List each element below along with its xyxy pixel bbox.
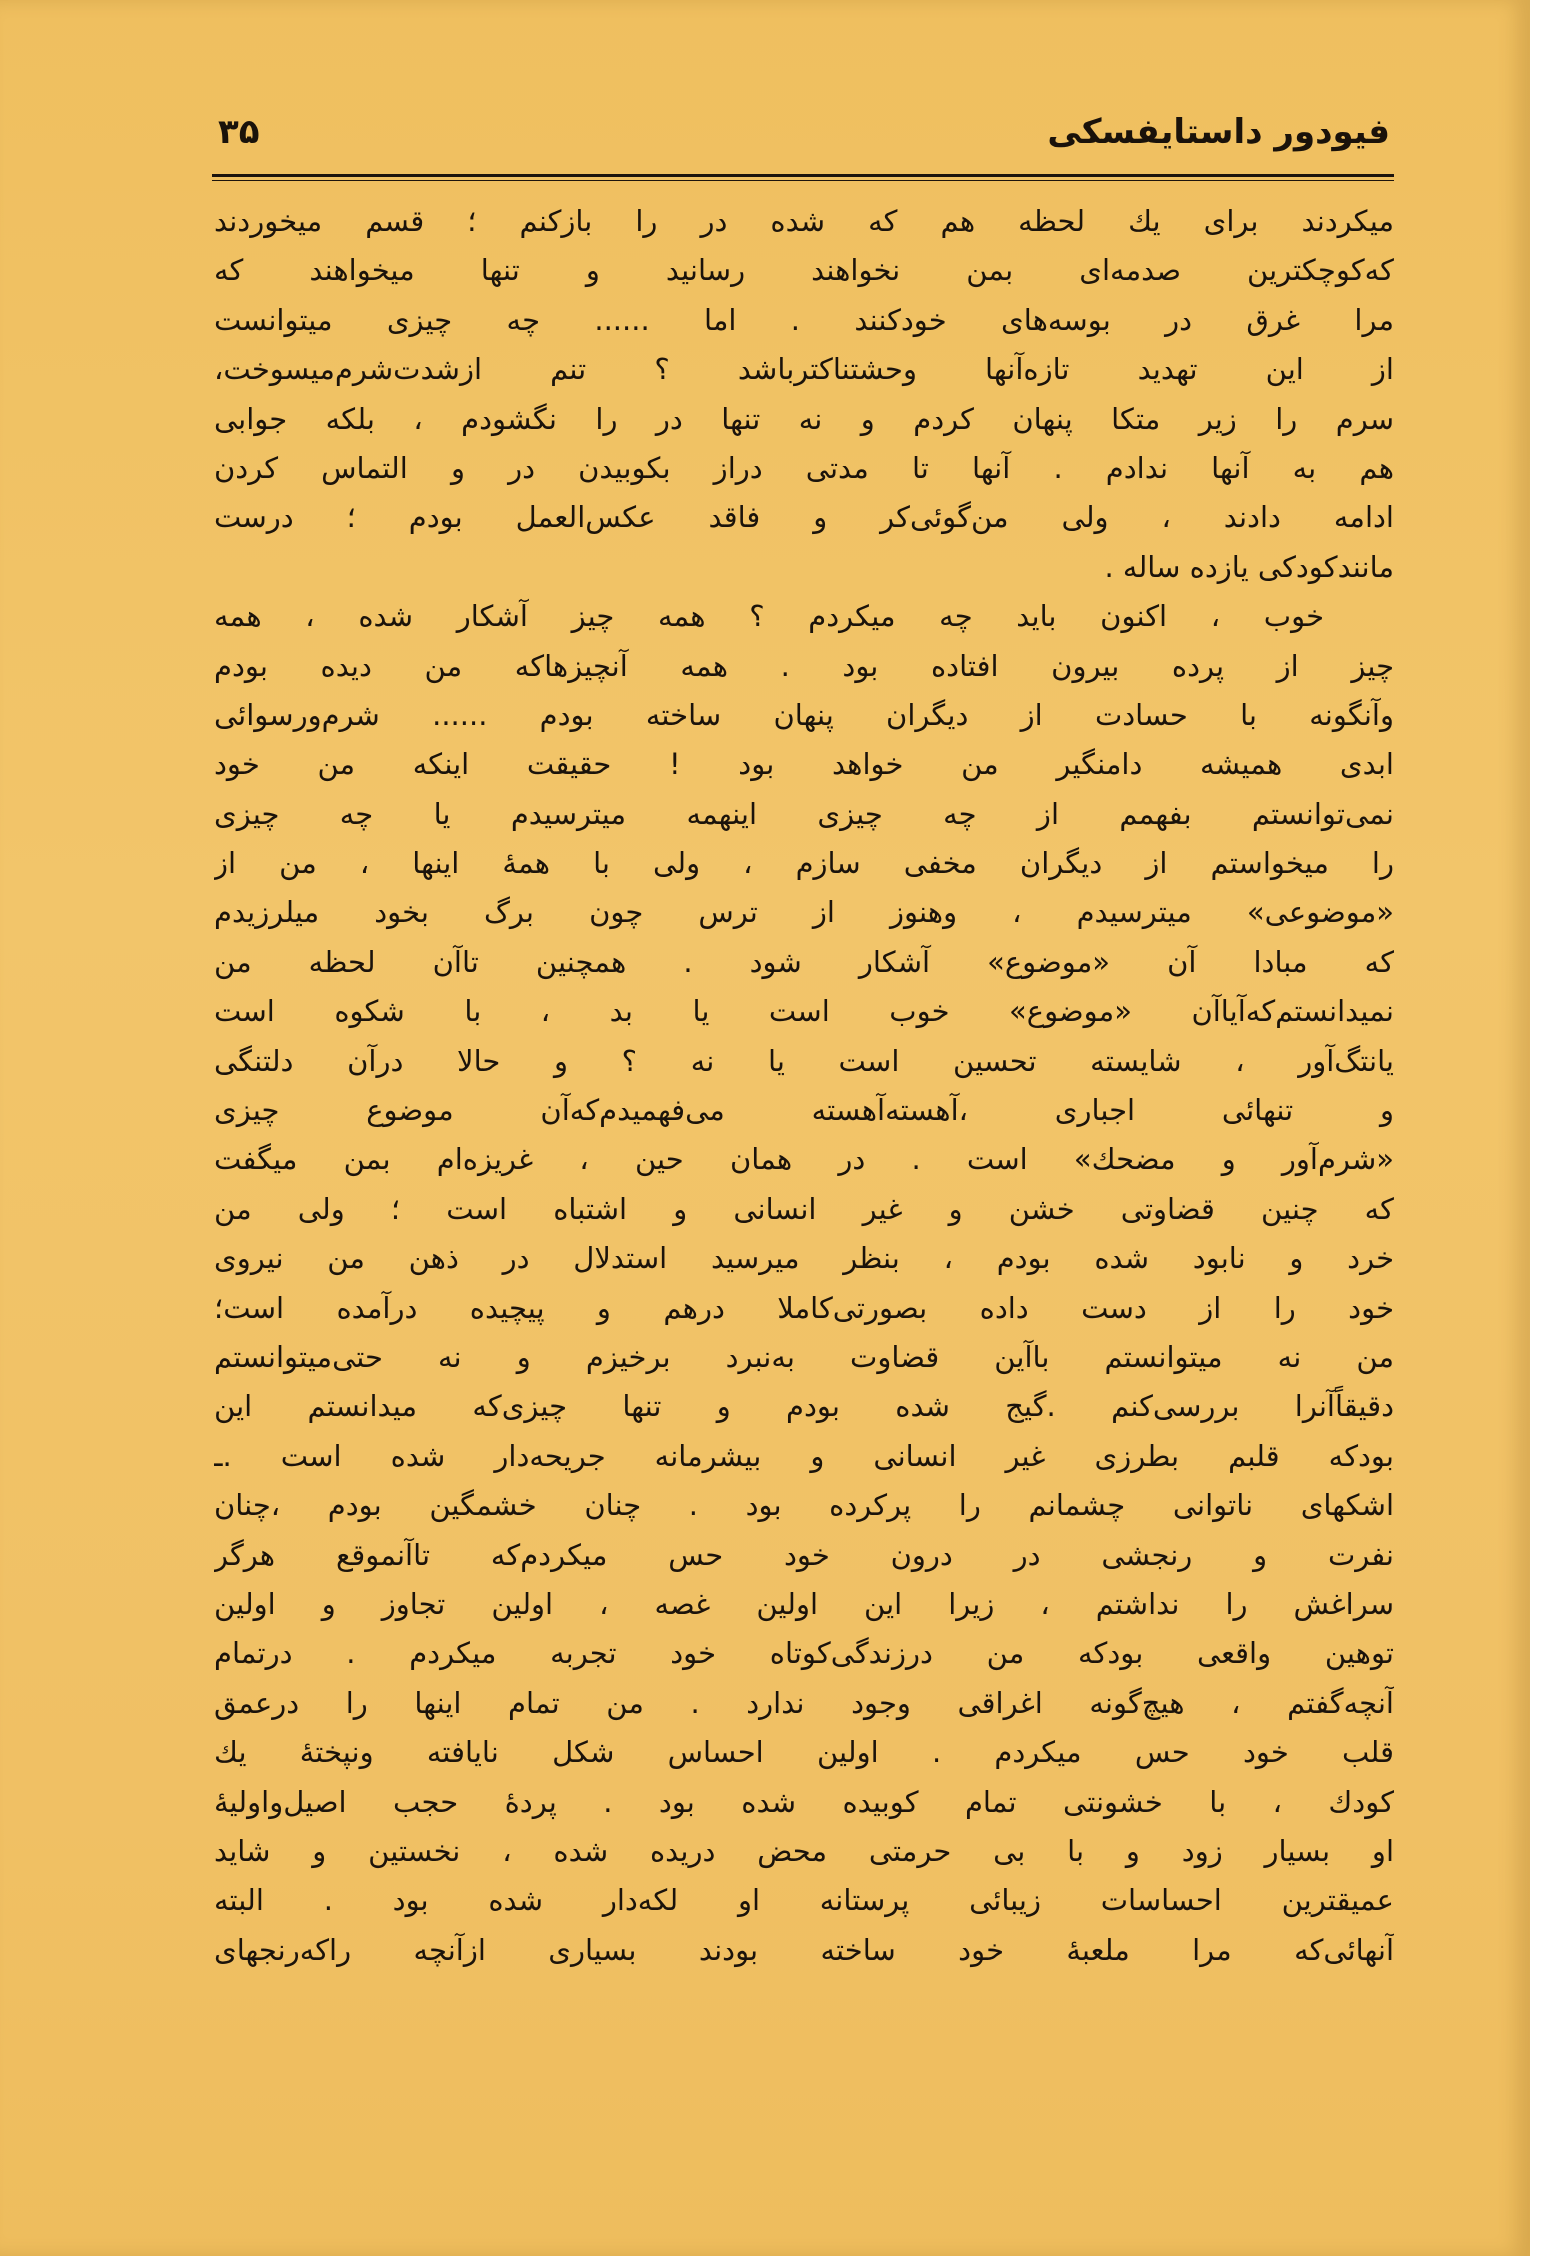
text-line: خرد و نابود شده بودم ، بنظر میرسید استدلال در ذهن من نیروی: [214, 1241, 1394, 1276]
text-line: یانتگ‌آور ، شایسته تحسین است یا نه ؟ و حالا درآن دلتنگی: [214, 1043, 1394, 1078]
text-line: سراغش را نداشتم ، زیرا این اولین غصه ، اولین تجاوز و اولین: [214, 1586, 1394, 1621]
text-line: آنهائی‌که مرا ملعبهٔ خود ساخته بودند بسیاری ازآنچه راکه‌رنجهای: [214, 1932, 1394, 1967]
text-line: او بسیار زود و با بی حرمتی محض دریده شده ، نخستین و شاید: [214, 1833, 1394, 1868]
page-header: [218, 112, 1390, 172]
text-line: از این تهدید تازه‌آنها وحشتناکترباشد ؟ تنم ازشدت‌شرم‌میسوخت،: [214, 352, 1394, 387]
text-line: ابدی همیشه دامنگیر من خواهد بود ! حقیقت اینکه من خود: [214, 747, 1394, 782]
text-line: میکردند برای یك لحظه هم که شده در را بازکنم ؛ قسم میخوردند: [214, 204, 1394, 238]
text-line: مرا غرق در بوسه‌های خودکنند . اما ...... چه چیزی میتوانست: [214, 302, 1394, 337]
text-line: کودك ، با خشونتی تمام کوبیده شده بود . پردهٔ حجب اصیل‌واولیهٔ: [214, 1784, 1394, 1819]
text-line: چیز از پرده بیرون افتاده بود . همه آنچیزهاکه من دیده بودم: [214, 648, 1394, 683]
text-line: من نه میتوانستم باآین قضاوت به‌نبرد برخیزم و نه حتی‌میتوانستم: [214, 1339, 1394, 1374]
body-text: [214, 197, 1394, 1975]
text-line: توهین واقعی بودکه من درزندگی‌کوتاه خود تجربه میکردم . درتمام: [214, 1636, 1394, 1671]
text-line: را میخواستم از دیگران مخفی سازم ، ولی با همهٔ اینها ، من از: [214, 846, 1394, 881]
text-line: قلب خود حس میکردم . اولین احساس شکل نایافته ونپختهٔ یك: [214, 1735, 1394, 1770]
text-line: ادامه دادند ، ولی من‌گوئی‌کر و فاقد عکس‌العمل بودم ؛ درست: [214, 500, 1394, 535]
text-line: خود را از دست داده بصورتی‌کاملا درهم و پیچیده درآمده است؛: [214, 1290, 1394, 1325]
text-line: سرم را زیر متکا پنهان کردم و نه تنها در را نگشودم ، بلکه جوابی: [214, 401, 1394, 436]
text-line: که مبادا آن «موضوع» آشکار شود . همچنین تاآن لحظه من: [214, 944, 1394, 979]
text-line: و تنهائی اجباری ،آهسته‌آهسته می‌فهمیدم‌که‌آن موضوع چیزی: [214, 1093, 1394, 1128]
text-line: وآنگونه با حسادت از دیگران پنهان ساخته بودم ...... شرم‌ورسوائی: [214, 697, 1394, 732]
text-line: «موضوعی» میترسیدم ، وهنوز از ترس چون برگ بخود میلرزیدم: [214, 895, 1394, 930]
text-line: که‌کوچکترین صدمه‌ای بمن نخواهند رسانید و تنها میخواهند که: [214, 253, 1394, 288]
text-line: نمیدانستم‌که‌آیاآن «موضوع» خوب است یا بد ، با شکوه است: [214, 994, 1394, 1029]
text-line: که چنین قضاوتی خشن و غیر انسانی و اشتباه است ؛ ولی من: [214, 1191, 1394, 1226]
text-line: نفرت و رنجشی در درون خود حس میکردم‌که تاآنموقع هرگر: [214, 1537, 1394, 1572]
text-line: اشکهای ناتوانی چشمانم را پرکرده بود . چنان خشمگین بودم ،چنان: [214, 1488, 1394, 1523]
running-title: فیودور داستایفسکی: [1047, 112, 1390, 152]
paragraph-end-line: مانندکودکی یازده ساله .: [1104, 549, 1394, 584]
page-number: ۳۵: [218, 112, 260, 152]
text-line: «شرم‌آور و مضحك» است . در همان حین ، غریزه‌ام بمن میگفت: [214, 1142, 1394, 1177]
text-line: آنچه‌گفتم ، هیچ‌گونه اغراقی وجود ندارد . من تمام اینها را درعمق: [214, 1685, 1394, 1720]
paragraph-start-line: خوب ، اکنون باید چه میکردم ؟ همه چیز آشکار شده ، همه: [214, 599, 1324, 634]
text-line: نمی‌توانستم بفهمم از چه چیزی اینهمه میترسیدم یا چه چیزی: [214, 796, 1394, 831]
text-line: بودکه قلبم بطرزی غیر انسانی و بیشرمانه جریحه‌دار شده است .ـ: [214, 1438, 1394, 1473]
text-line: دقیقاًآنرا بررسی‌کنم .گیج شده بودم و تنها چیزی‌که میدانستم این: [214, 1389, 1394, 1424]
header-rule: [212, 174, 1394, 181]
text-line: عمیقترین احساسات زیبائی پرستانه او لکه‌دار شده بود . البته: [214, 1883, 1394, 1918]
text-line: هم به آنها ندادم . آنها تا مدتی دراز بکوبیدن در و التماس کردن: [214, 450, 1394, 485]
